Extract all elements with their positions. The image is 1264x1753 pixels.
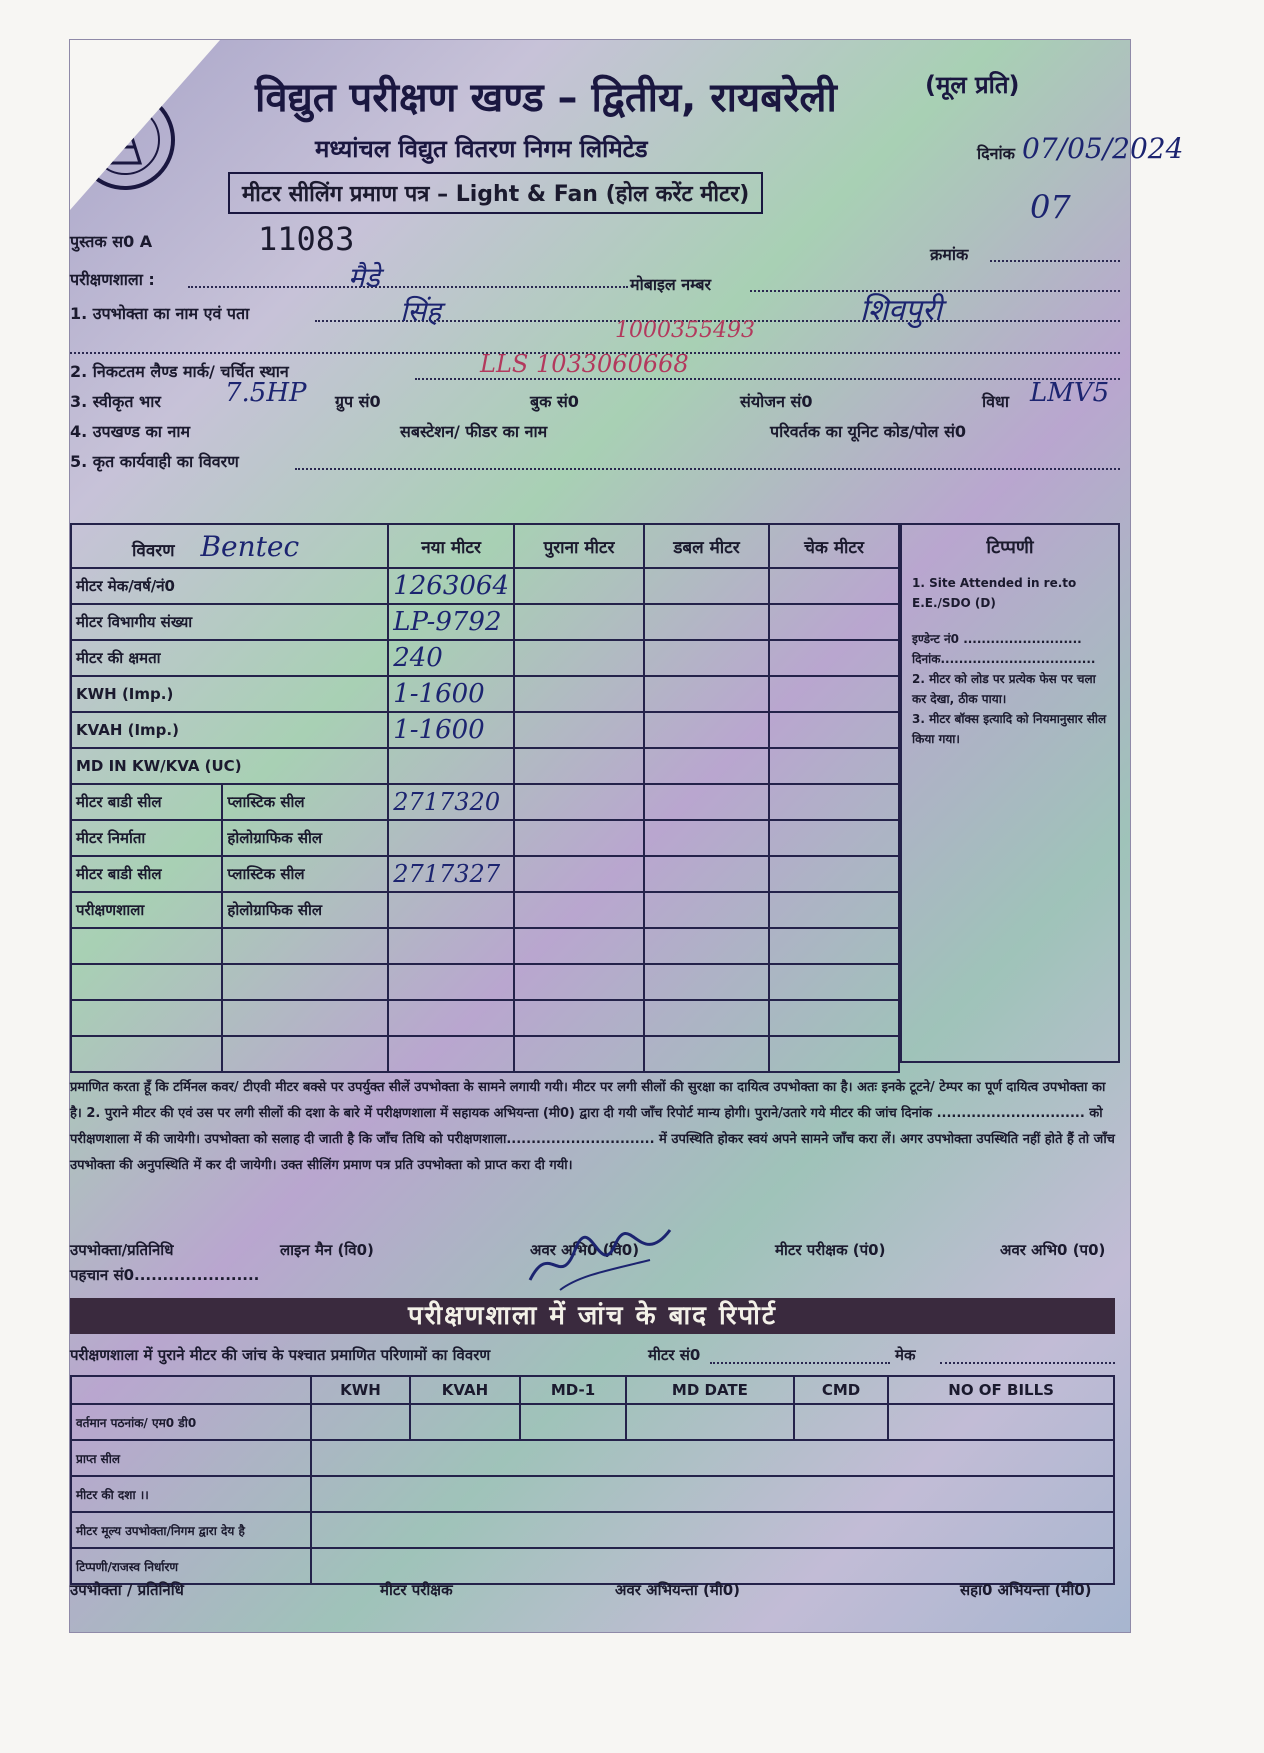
- table-row: [71, 1476, 1114, 1512]
- serial-number: 07: [1030, 188, 1071, 226]
- table-row: [71, 568, 899, 604]
- row-label: मीटर निर्माता: [71, 820, 222, 856]
- lab-row-label: मीटर की दशा ।।: [71, 1476, 311, 1512]
- consumer-name: सिंह: [400, 295, 442, 328]
- meter-no-label: मीटर सं0: [648, 1346, 701, 1364]
- meter-table-header: [71, 524, 899, 568]
- remarks-title: टिप्पणी: [986, 537, 1034, 558]
- col-double-meter: डबल मीटर: [644, 524, 769, 568]
- sig-je: अवर अभि0 (वि0): [530, 1241, 640, 1259]
- make-label: मेक: [895, 1346, 916, 1364]
- action-line: [295, 468, 1120, 470]
- lab-table-header: [71, 1376, 1114, 1404]
- lab-line: [188, 286, 628, 288]
- remarks-box: [900, 523, 1120, 1063]
- transformer-label: परिवर्तक का यूनिट कोड/पोल सं0: [770, 422, 967, 441]
- new-meter-value: LP-9792: [388, 604, 514, 640]
- col-md-date: MD DATE: [626, 1376, 794, 1404]
- connection-label: संयोजन सं0: [740, 392, 813, 411]
- date-value: 07/05/2024: [1022, 132, 1184, 165]
- row-sublabel: होलोग्राफिक सील: [222, 820, 388, 856]
- row-label: MD IN KW/KVA (UC): [71, 748, 388, 784]
- col-new-meter: नया मीटर: [388, 524, 514, 568]
- certificate-title: मीटर सीलिंग प्रमाण पत्र – Light & Fan (होल करेंट मीटर): [228, 172, 763, 214]
- row-label: परीक्षणशाला: [71, 892, 222, 928]
- table-row: [71, 820, 899, 856]
- col-no-of-bills: NO OF BILLS: [888, 1376, 1114, 1404]
- row-label: मीटर विभागीय संख्या: [71, 604, 388, 640]
- new-meter-value: 240: [388, 640, 514, 676]
- sig-tester: मीटर परीक्षक (पं0): [775, 1241, 886, 1259]
- lab-label: परीक्षणशाला :: [70, 270, 155, 289]
- sig-id: पहचान सं0......................: [70, 1266, 260, 1284]
- new-meter-value: 1-1600: [388, 712, 514, 748]
- landmark-label: 2. निकटतम लैण्ड मार्क/ चर्चित स्थान: [70, 362, 289, 381]
- subdivision-label: 4. उपखण्ड का नाम: [70, 422, 191, 441]
- table-row: [71, 928, 899, 964]
- mobile-label: मोबाइल नम्बर: [630, 275, 712, 294]
- remark-item: 3. मीटर बॉक्स इत्यादि को नियमानुसार सील किया गया।: [912, 712, 1107, 746]
- sig-je2: अवर अभि0 (प0): [1000, 1241, 1106, 1259]
- book-label: पुस्तक स0 A: [70, 232, 153, 251]
- table-row: [71, 748, 899, 784]
- col-kvah: KVAH: [410, 1376, 520, 1404]
- table-row: [71, 784, 899, 820]
- folded-corner: [70, 40, 220, 210]
- col-md1: MD-1: [520, 1376, 626, 1404]
- lab-row-label: वर्तमान पठनांक/ एम0 डी0: [71, 1404, 311, 1440]
- col-cmd: CMD: [794, 1376, 888, 1404]
- row-label: मीटर की क्षमता: [71, 640, 388, 676]
- remark-item: इण्डेन्ट नं0 ..........................: [912, 632, 1082, 646]
- company-name: मध्यांचल विद्युत वितरण निगम लिमिटेड: [315, 135, 648, 163]
- sig-consumer: उपभोक्ता/प्रतिनिधि: [70, 1241, 174, 1259]
- consumer-place: शिवपुरी: [860, 293, 942, 328]
- make-line: [940, 1362, 1115, 1364]
- col-kwh: KWH: [311, 1376, 410, 1404]
- sig2-ae: सहा0 अभियन्ता (मी0): [960, 1581, 1092, 1599]
- table-row: [71, 604, 899, 640]
- landmark-value: LLS 1033060668: [480, 350, 689, 378]
- row-label: KWH (Imp.): [71, 676, 388, 712]
- lab-report-banner: परीक्षणशाला में जांच के बाद रिपोर्ट: [70, 1298, 1115, 1334]
- sig-lineman: लाइन मैन (वि0): [280, 1241, 374, 1259]
- table-row: [71, 1000, 899, 1036]
- load-label: 3. स्वीकृत भार: [70, 392, 161, 411]
- lab-row-label: मीटर मूल्य उपभोक्ता/निगम द्वारा देय है: [71, 1512, 311, 1548]
- col-old-meter: पुराना मीटर: [514, 524, 644, 568]
- table-row: [71, 676, 899, 712]
- remark-item: दिनांक..................................: [912, 652, 1096, 666]
- table-row: [71, 640, 899, 676]
- lab-report-desc: परीक्षणशाला में पुराने मीटर की जांच के पश्चात प्रमाणित परिणामों का विवरण: [70, 1346, 491, 1364]
- certificate-sheet: [70, 40, 1184, 1632]
- table-row: [71, 1512, 1114, 1548]
- new-meter-value: 1-1600: [388, 676, 514, 712]
- meter-no-line: [710, 1362, 890, 1364]
- sig2-tester: मीटर परीक्षक: [380, 1581, 453, 1599]
- page-title: विद्युत परीक्षण खण्ड – द्वितीय, रायबरेली: [255, 75, 837, 121]
- row-sublabel: प्लास्टिक सील: [222, 784, 388, 820]
- book-number: 11083: [258, 220, 355, 258]
- lab-row-label: टिप्पणी/राजस्व निर्धारण: [71, 1548, 311, 1584]
- consumer-label: 1. उपभोक्ता का नाम एवं पता: [70, 304, 250, 323]
- remark-item: 1. Site Attended in re.to E.E./SDO (D): [912, 576, 1077, 610]
- lab-row-label: प्राप्त सील: [71, 1440, 311, 1476]
- group-label: ग्रुप सं0: [335, 392, 381, 411]
- table-row: [71, 1440, 1114, 1476]
- handwritten-signature: [520, 1220, 680, 1300]
- date-label: दिनांक: [977, 144, 1015, 163]
- table-row: [71, 1036, 899, 1072]
- table-row: [71, 856, 899, 892]
- vidha-value: LMV5: [1030, 378, 1110, 408]
- col-detail: [71, 524, 388, 568]
- table-row: [71, 964, 899, 1000]
- table-row: [71, 712, 899, 748]
- declaration-text: प्रमाणित करता हूँ कि टर्मिनल कवर/ टीएवी मीटर बक्से पर उपर्युक्त सीलें उपभोक्ता के सामने लगायी गयी। मीटर पर लगी सीलों की सुरक्षा का दायित्व उपभोक्ता का है। अतः इनके टूटने/ टेम्पर का पूर्ण दायित्व उपभोक्ता का है। 2. पुराने मीटर की एवं उस पर लगी सीलों की दशा के बारे में परीक्षणशाला में सहायक अभियन्ता (मी0) द्वारा दी गयी जाँच रिपोर्ट मान्य होगी। पुराने/उतारे गये मीटर की जांच दिनांक .............................. को परीक्षणशाला में की जायेगी। उपभोक्ता को सलाह दी जाती है कि जाँच तिथि को परीक्षणशाला.............................. में उपस्थिति होकर स्वयं अपने सामने जाँच करा लें। अगर उपभोक्ता उपस्थिति नहीं होते हैं तो जाँच उपभोक्ता की अनुपस्थिति में कर दी जायेगी। उक्त सीलिंग प्रमाण पत्र प्रति उपभोक्ता को प्राप्त करा दी गयी।: [70, 1080, 1115, 1173]
- load-value: 7.5HP: [225, 378, 307, 408]
- copy-label: (मूल प्रति): [925, 71, 1020, 99]
- action-label: 5. कृत कार्यवाही का विवरण: [70, 452, 239, 471]
- account-number: 1000355493: [615, 318, 755, 343]
- col-detail-label: विवरण: [132, 540, 175, 561]
- new-meter-value: 2717327: [388, 856, 514, 892]
- col-check-meter: चेक मीटर: [769, 524, 899, 568]
- remarks-list: [902, 559, 1118, 749]
- table-row: [71, 892, 899, 928]
- row-sublabel: होलोग्राफिक सील: [222, 892, 388, 928]
- kramank-line: [990, 260, 1120, 262]
- kramank-label: क्रमांक: [930, 245, 969, 264]
- remark-item: 2. मीटर को लोड पर प्रत्येक फेस पर चला कर देखा, ठीक पाया।: [912, 672, 1096, 706]
- table-row: [71, 1404, 1114, 1440]
- lab-report-table: [70, 1375, 1115, 1585]
- row-sublabel: प्लास्टिक सील: [222, 856, 388, 892]
- row-label: मीटर बाडी सील: [71, 856, 222, 892]
- lab-value: मैडे: [348, 261, 380, 294]
- new-meter-value: 2717320: [388, 784, 514, 820]
- bookno-label: बुक सं0: [530, 392, 579, 411]
- sig2-consumer: उपभोक्ता / प्रतिनिधि: [70, 1581, 184, 1599]
- row-label: मीटर बाडी सील: [71, 784, 222, 820]
- new-meter-value: 1263064: [388, 568, 514, 604]
- sig2-je: अवर अभियन्ता (मी0): [615, 1581, 741, 1599]
- table-row: [71, 1548, 1114, 1584]
- meter-make-hand: Bentec: [200, 529, 300, 563]
- substation-label: सबस्टेशन/ फीडर का नाम: [400, 422, 548, 441]
- landmark-line: [415, 378, 1120, 380]
- meter-table: [70, 523, 900, 1073]
- row-label: KVAH (Imp.): [71, 712, 388, 748]
- row-label: मीटर मेक/वर्ष/नं0: [71, 568, 388, 604]
- vidha-label: विधा: [982, 392, 1010, 411]
